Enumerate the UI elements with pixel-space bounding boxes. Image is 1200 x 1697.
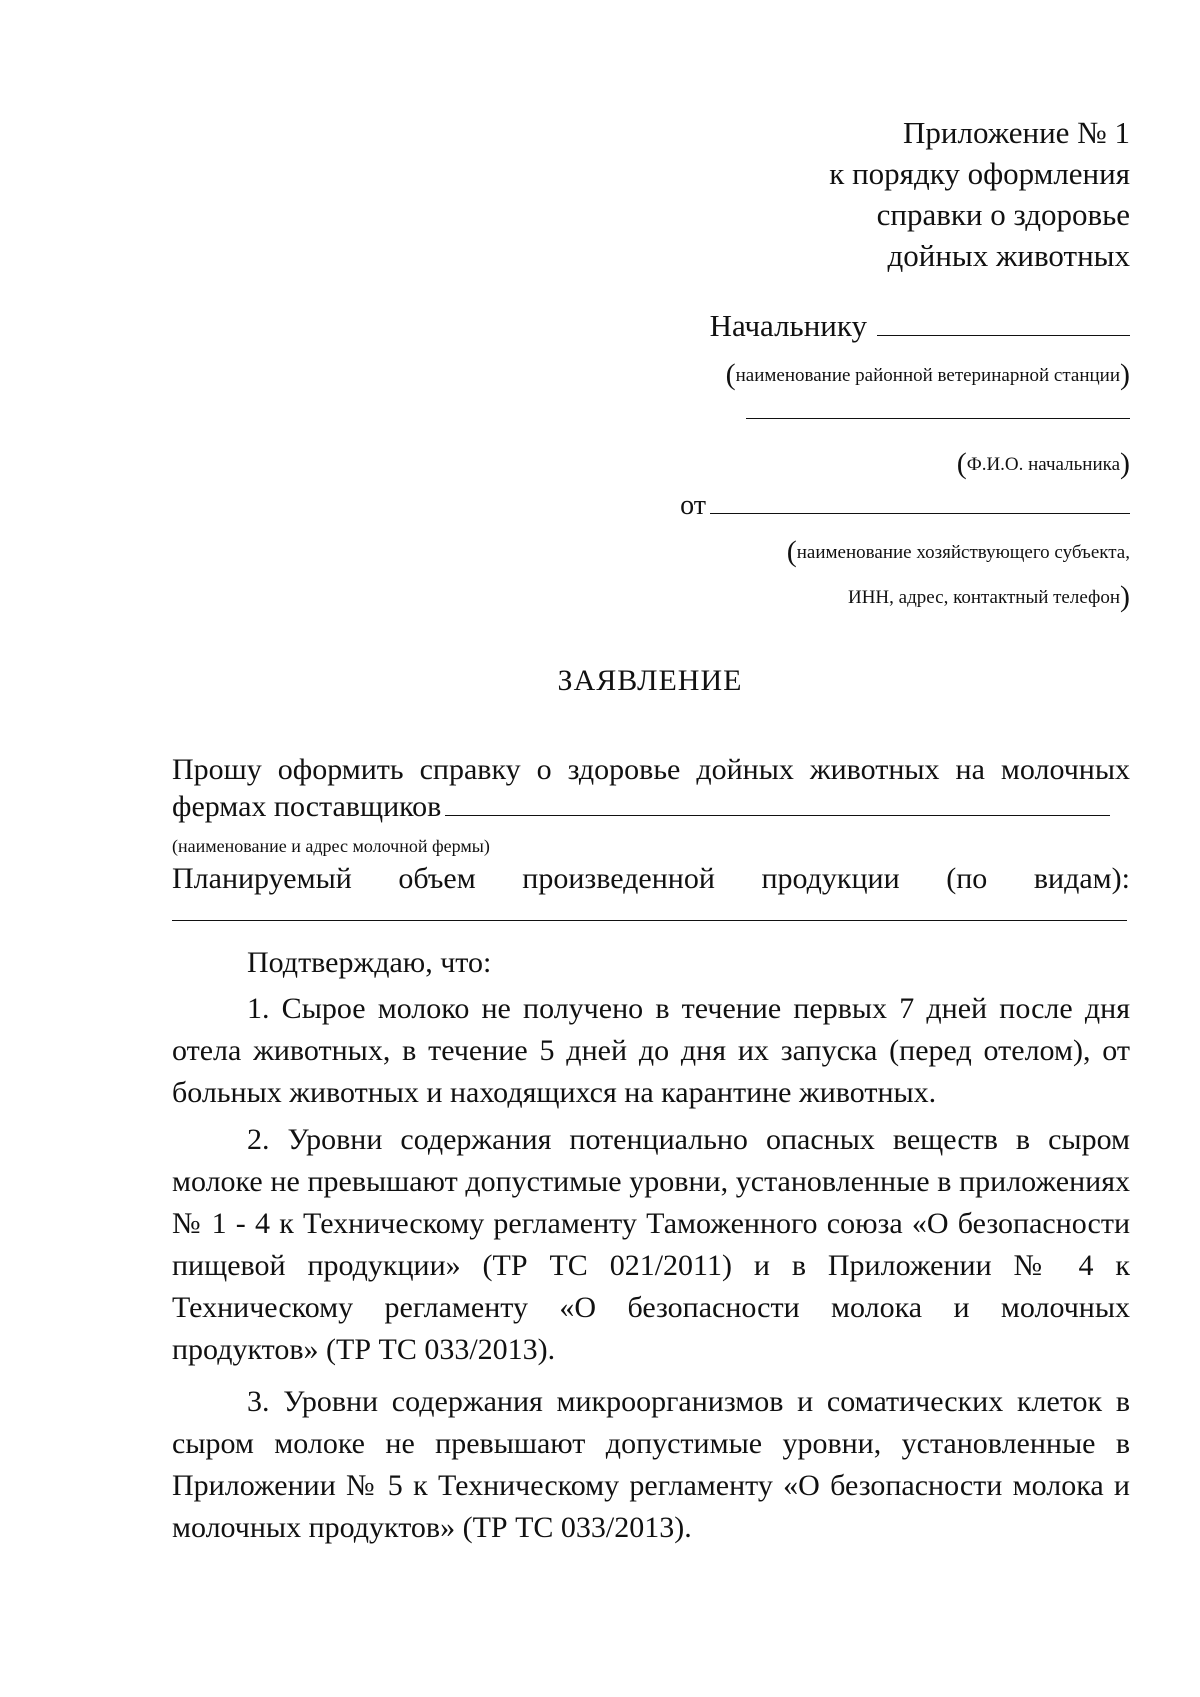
farm-caption: (наименование и адрес молочной фермы) xyxy=(172,836,490,856)
planned-volume-label: Планируемый объем произведенной продукции (по видам): xyxy=(172,862,1130,895)
confirmation-item-3: 3. Уровни содержания микроорганизмов и соматических клеток в сыром молоке не превышают допустимые уровни, установленные в Приложении № 5 к Техническому регламенту «О безопасности молока и молочных продуктов» (ТР ТС 033/2013). xyxy=(172,1385,1130,1544)
addressee-row xyxy=(710,308,1130,344)
confirmation-item-2: 2. Уровни содержания потенциально опасных веществ в сыром молоке не превышают допустимые уровни, установленные в приложениях № 1 - 4 к Техническому регламенту Таможенного союза «О безопасности пищевой продукции» (ТР ТС 021/2011) и в Приложении № 4 к Техническому регламенту «О безопасности молока и молочных продуктов» (ТР ТС 033/2013). xyxy=(172,1123,1130,1366)
appendix-line-2: к порядку оформления xyxy=(829,156,1130,191)
appendix-line-4: дойных животных xyxy=(887,238,1130,273)
subject-caption-1: (наименование хозяйствующего субъекта, xyxy=(786,535,1130,568)
from-label: от xyxy=(680,490,706,521)
request-line-1: Прошу оформить справку о здоровье дойных животных на молочных xyxy=(172,753,1130,786)
appendix-header xyxy=(829,112,1130,276)
appendix-line-1: Приложение № 1 xyxy=(903,115,1130,150)
addressee-label: Начальнику xyxy=(709,308,867,343)
subject-caption-1-text: наименование хозяйствующего субъекта, xyxy=(796,542,1130,563)
station-caption: (наименование районной ветеринарной станции) xyxy=(725,358,1130,391)
confirmation-item-1: 1. Сырое молоко не получено в течение первых 7 дней после дня отела животных, в течение 5 дней до дня их запуска (перед отелом), от больных животных и находящихся на карантине животных. xyxy=(172,992,1130,1109)
subject-caption-2-text: ИНН, адрес, контактный телефон xyxy=(847,587,1120,608)
from-row xyxy=(680,490,1130,522)
request-farms-label: фермах поставщиков xyxy=(172,790,442,823)
confirm-label: Подтверждаю, что: xyxy=(247,946,492,979)
subject-blank-line[interactable] xyxy=(710,491,1130,514)
station-caption-text: наименование районной ветеринарной станции xyxy=(735,365,1120,386)
head-name-blank-line[interactable] xyxy=(746,418,1130,419)
request-line-2 xyxy=(172,790,1110,824)
planned-volume-blank-line[interactable] xyxy=(172,920,1127,921)
station-blank-line[interactable] xyxy=(877,311,1130,336)
head-caption: (Ф.И.О. начальника) xyxy=(956,447,1130,480)
subject-caption-2: ИНН, адрес, контактный телефон) xyxy=(847,580,1130,613)
appendix-line-3: справки о здоровье xyxy=(876,197,1130,232)
document-title: ЗАЯВЛЕНИЕ xyxy=(557,664,743,697)
head-caption-text: Ф.И.О. начальника xyxy=(966,454,1120,475)
farm-blank-line[interactable] xyxy=(445,793,1110,816)
